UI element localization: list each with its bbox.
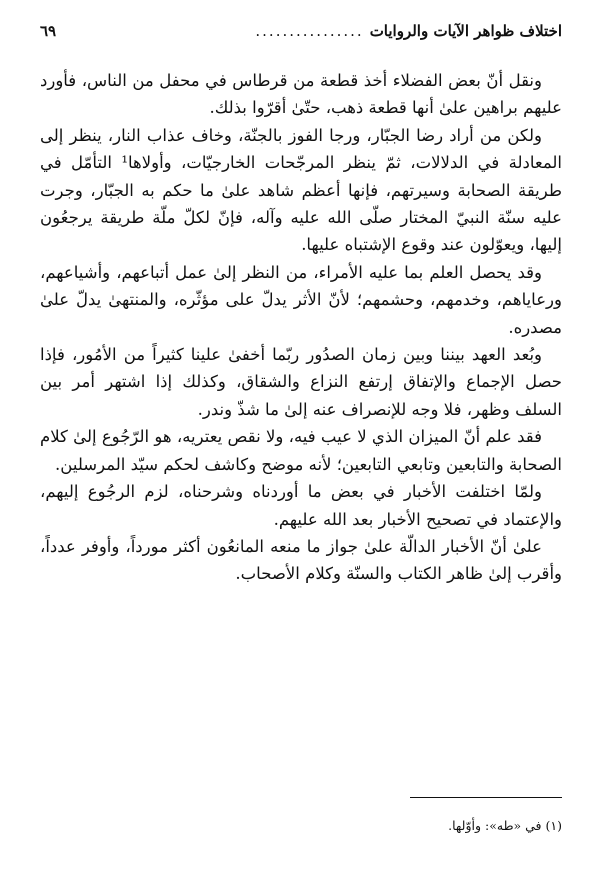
paragraph: علىٰ أنّ الأخبار الدالّة علىٰ جواز ما منعه المانعُون أكثر مورداً، وأوفر عدداً، وأقرب إلىٰ ظاهر الكتاب والسنّة وكلام الأصحاب. [40,536,562,584]
running-head [40,22,562,51]
paragraph: وبُعد العهد بيننا وبين زمان الصدُور ربّما أخفىٰ علينا كثيراً من الأمُور، فإذا حصل الإجماع والإتفاق إرتفع النزاع والشقاق، وكذلك إذا اشتهر أمر بين السلف وظهر، فلا وجه للإنصراف عنه إلىٰ ما شذّ وندر. [40,345,562,419]
paragraph: ولمّا اختلفت الأخبار في بعض ما أوردناه وشرحناه، لزم الرجُوع إليهم، والإعتماد في تصحيح الأخبار بعد الله عليهم. [40,482,562,529]
footnote: (١) في «طه»: وأوّلها. [448,818,562,833]
paragraph: ولكن من أراد رضا الجبّار، ورجا الفوز بالجنّة، وخاف عذاب النار، ينظر إلى المعادلة في الدلالات، ثمّ ينظر المرجّحات الخارجيّات، وأولاها¹ التأمّل في طريقة الصحابة وسيرتهم، فإنها أعظم شاهد علىٰ ما حكم به الجبّار، وجرت عليه سنّة النبيّ المختار صلّى الله عليه وآله، فإنّ لكلّ ملّة طريقة يرجعُون إليها، ويعوّلون عند وقوع الإشتباه عليها. [40,125,562,255]
running-head-leader-dots: ................ [255,22,364,40]
footnote-divider [410,797,562,798]
main-text [40,67,562,588]
page-number: ٦٩ [40,22,57,40]
paragraph: فقد علم أنّ الميزان الذي لا عيب فيه، ولا نقص يعتريه، هو الرّجُوع إلىٰ كلام الصحابة والتابعين وتابعي التابعين؛ لأنه موضح وكاشف لحكم سيّد المرسلين. [40,427,562,474]
paragraph: ونقل أنّ بعض الفضلاء أخذ قطعة من قرطاس في محفل من الناس، فأورد عليهم براهين علىٰ أنها قطعة ذهب، حتّىٰ أقرّوا بذلك. [40,71,562,118]
running-head-title: اختلاف ظواهر الآيات والروايات [369,22,562,40]
paragraph: وقد يحصل العلم بما عليه الأمراء، من النظر إلىٰ عمل أتباعهم، وأشياعهم، ورعاياهم، وخدمهم، وحشمهم؛ لأنّ الأثر يدلّ على مؤثّره، والمنتهىٰ يدلّ علىٰ مصدره. [40,262,562,337]
